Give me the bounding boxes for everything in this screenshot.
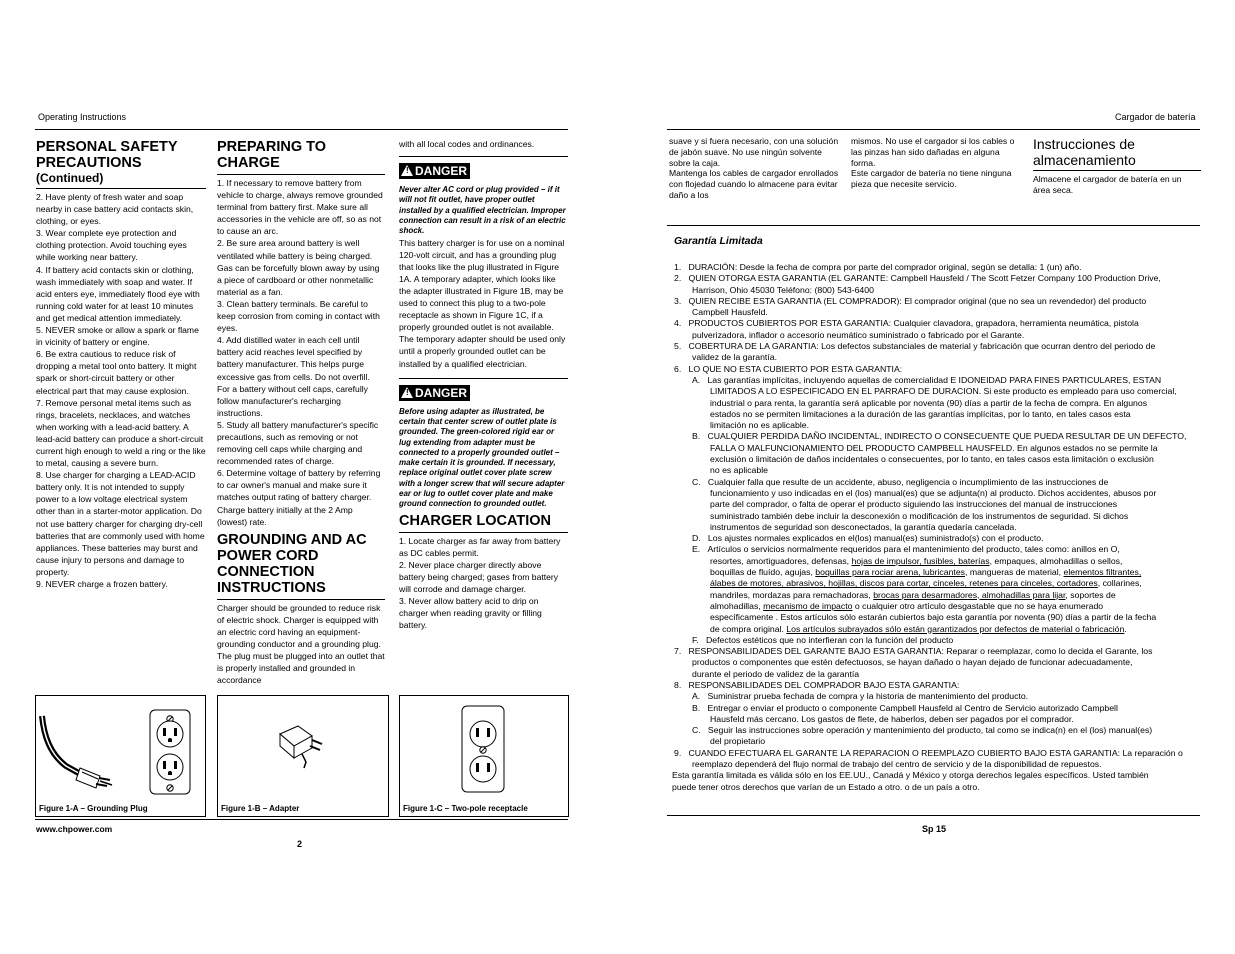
warranty-top-rule — [667, 225, 1200, 226]
header-rule-left — [35, 129, 568, 130]
preparing-item: 2. Be sure area around battery is well ventilated while battery is being charged. Gas can be forcefully blown away by using a piece of cardboard or other nonmetallic material as a fan. — [217, 238, 380, 297]
section-rule — [36, 188, 206, 189]
warning-icon: ! — [401, 387, 413, 398]
section-rule — [399, 378, 568, 379]
warranty-subitem: D. Los ajustes normales explicados en el(los) manual(es) suministrado(s) con el producto. — [692, 533, 1044, 544]
warranty-subitem: B. Entregar o enviar el producto o componente Campbell Hausfeld al Centro de Servicio autorizado Campbell Hausfeld más cercano. Los gastos de flete, de haberlos, deben ser pagados por el comprador. — [692, 702, 1118, 724]
adapter-illustration — [218, 696, 388, 796]
safety-item: 5. NEVER smoke or allow a spark or flame in vicinity of battery or engine. — [36, 325, 199, 348]
warranty-item: 4. PRODUCTOS CUBIERTOS POR ESTA GARANTIA: Cualquier clavadora, grapadora, herramienta neumática, pistola — [674, 318, 1139, 329]
section-subtitle-continued: (Continued) — [36, 171, 104, 185]
warranty-subitem: B. CUALQUIER PERDIDA DAÑO INCIDENTAL, INDIRECTO O CONSECUENTE QUE PUEDA RESULTAR DE UN DEFECTO, FALLA O MALFUNCIONAMIENTO DEL PRODUCTO CAMPBELL HAUSFELD. En algunos estados no se permite la exclusión o limitación de daños incidentales o consecuentes, por lo tanto, en tales casos esta limitación o exclusión no es aplicable — [692, 431, 1187, 476]
figure-caption: Figure 1-B – Adapter — [221, 804, 300, 813]
safety-item: 9. NEVER charge a frozen battery. — [36, 579, 168, 589]
warranty-item: 7. RESPONSABILIDADES DEL GARANTE BAJO ESTA GARANTIA: Reparar o reemplazar, como lo decida el Garante, los productos o componentes que estén defectuosos, se hayan dañado o hayan dejado de funcionar adecuadamente, durante el periodo de validez de la garantía — [674, 646, 1153, 679]
danger-warning-cord: Never alter AC cord or plug provided – if it will not fit outlet, have proper outlet installed by a qualified electrician. Improper connection can result in a risk of an electric shock. — [399, 185, 566, 236]
warranty-item: 9. CUANDO EFECTUARA EL GARANTE LA REPARACION O REEMPLAZO CUBIERTO BAJO ESTA GARANTIA: La reparación o reemplazo dependerá del flujo normal de trabajo del centro de servicio y de la disponibilidad de repuestos. — [674, 747, 1183, 770]
warranty-item: 1. DURACIÓN: Desde la fecha de compra por parte del comprador original, según se detalla: 1 (un) año. — [674, 262, 1082, 272]
warning-icon: ! — [401, 165, 413, 176]
preparing-column — [217, 139, 385, 686]
figure-caption: Figure 1-A – Grounding Plug — [39, 804, 148, 813]
section-title-preparing: PREPARING TO CHARGE — [217, 139, 327, 171]
storage-text: Almacene el cargador de batería en un área seca. — [1033, 174, 1182, 195]
safety-item: 7. Remove personal metal items such as rings, bracelets, necklaces, and watches when working with a lead-acid battery. A lead-acid battery can produce a short-circuit current high enough to weld a ring or the like to metal, causing a severe burn. — [36, 397, 206, 469]
section-rule — [217, 174, 385, 175]
page-number-left: 2 — [297, 839, 303, 849]
footer-rule-right — [667, 815, 1200, 816]
adapter-paragraph: This battery charger is for use on a nominal 120-volt circuit, and has a grounding plug that looks like the plug illustrated in Figure 1A. A temporary adapter, which looks like the adapter illustrated in Figure 1B, may be used to connect this plug to a two-pole receptacle as shown in Figure 1C, if a properly grounded outlet is not available. The temporary adapter should be used only until a properly grounded outlet can be installed by a qualified electrician. — [399, 237, 566, 369]
section-rule — [399, 156, 568, 157]
warranty-subitem: F. Defectos estéticos que no interfieran con la función del producto — [692, 634, 954, 645]
running-header-right: Cargador de batería — [1115, 112, 1196, 122]
safety-column — [36, 139, 206, 590]
location-item: 2. Never place charger directly above battery being charged; gases from battery will corrode and damage charger. — [399, 559, 559, 594]
warranty-subitem: C. Seguir las instrucciones sobre operación y mantenimiento del producto, tal como se indica(n) en el (los) manual(es) del propietario — [692, 725, 1153, 747]
two-pole-receptacle-illustration — [400, 696, 568, 796]
continued-text: with all local codes and ordinances. — [399, 139, 535, 149]
grounding-paragraph: Charger should be grounded to reduce risk of electric shock. Charger is equipped with an electric cord having an equipment-grounding conductor and a grounding plug. The plug must be plugged into an outlet that is properly installed and grounded in accordance — [217, 602, 385, 686]
warranty-item: 2. QUIEN OTORGA ESTA GARANTIA (EL GARANTE: Campbell Hausfeld / The Scott Fetzer Company 100 Production Drive, — [674, 273, 1161, 284]
warranty-title: Garantía Limitada — [674, 235, 763, 247]
warranty-item-cont: validez de la garantía. — [692, 352, 778, 363]
preparing-item: 5. Study all battery manufacturer's specific precautions, such as removing or not removing cell caps while charging and recommended rates of charge. — [217, 419, 379, 467]
warranty-item-cont: Campbell Hausfeld. — [692, 307, 768, 318]
preparing-item: 1. If necessary to remove battery from vehicle to charge, always remove grounded terminal from battery first. Make sure all accessories in the vehicle are off, so as not to cause an arc. — [217, 178, 383, 237]
section-rule — [217, 599, 385, 600]
warranty-item: 3. QUIEN RECIBE ESTA GARANTIA (EL COMPRADOR): El comprador original (que no sea un revendedor) del producto — [674, 295, 1147, 306]
warranty-list — [674, 262, 1204, 793]
warranty-item: 6. LO QUE NO ESTA CUBIERTO POR ESTA GARANTIA: — [674, 363, 903, 374]
warranty-item-cont: pulverizadora, inflador o accesorio neumático suministrado o fabricado por el Garante. — [692, 329, 1025, 340]
danger-label: ! DANGER — [399, 163, 470, 179]
safety-item: 3. Wear complete eye protection and clothing protection. Avoid touching eyes while working near battery. — [36, 228, 187, 263]
preparing-item: 3. Clean battery terminals. Be careful to keep corrosion from coming in contact with eyes. — [217, 298, 380, 334]
danger-warning-adapter: Before using adapter as illustrated, be certain that center screw of outlet plate is grounded. The green-colored rigid ear or lug extending from adapter must be connected to a properly grounded outlet – make certain it is grounded. If necessary, replace original outlet cover plate screw with a longer screw that will secure adapter ear or lug to outlet cover plate and make ground connection to grounded outlet. — [399, 406, 565, 509]
footer-rule-left — [35, 819, 568, 820]
safety-item: 4. If battery acid contacts skin or clothing, wash immediately with soap and water. If acid enters eye, immediately flood eye with running cold water for at least 10 minutes and get medical attention immediately. — [36, 264, 200, 323]
figure-1c — [399, 695, 569, 817]
figure-1b — [217, 695, 389, 817]
safety-item: 8. Use charger for charging a LEAD-ACID battery only. It is not intended to supply power to a low voltage electrical system other than in a starter-motor application. Do not use battery charger for charging dry-cell batteries that are commonly used with home appliances. These batteries may burst and cause injury to persons and damage to property. — [36, 470, 205, 577]
warranty-item-cont: Harrison, Ohio 45030 Teléfono: (800) 543-6400 — [692, 284, 874, 295]
storage-section — [1033, 136, 1201, 195]
warranty-subitem: A. Suministrar prueba fechada de compra y la historia de mantenimiento del producto. — [692, 691, 1029, 702]
running-header-left: Operating Instructions — [38, 112, 127, 122]
page-number-right: Sp 15 — [922, 824, 947, 834]
figure-1a — [35, 695, 206, 817]
danger-label: ! DANGER — [399, 385, 470, 401]
section-rule — [1033, 170, 1201, 171]
preparing-item: 6. Determine voltage of battery by referring to car owner's manual and make sure it matches output rating of battery charger. Charge battery initially at the 2 Amp (lowest) rate. — [217, 468, 381, 527]
warranty-subitem: C. Cualquier falla que resulte de un accidente, abuso, negligencia o incumplimiento de las instrucciones de funcionamiento y uso indicadas en el (los) manual(es) que se adjunta(n) al producto. Dichos accidentes, abusos por parte del comprador, o falta de operar el producto siguiendo las instrucciones del manual de instrucciones suministrado también debe incluir la desconexión o modificación de los instrumentos de seguridad. Si dichos instrumentos de seguridad son desconectados, la garantía quedaría cancelada. — [692, 476, 1157, 532]
section-rule — [399, 532, 568, 533]
grounding-plug-illustration — [36, 696, 205, 796]
figure-caption: Figure 1-C – Two-pole receptacle — [403, 804, 528, 813]
care-text-col2: mismos. No use el cargador si los cables o las pinzas han sido dañadas en alguna forma. Este cargador de batería no tiene ninguna pieza que necesite servicio. — [851, 136, 1015, 190]
warranty-item: 8. RESPONSABILIDADES DEL COMPRADOR BAJO ESTA GARANTIA: — [674, 679, 960, 690]
section-title-location: CHARGER LOCATION — [399, 512, 551, 529]
warranty-subitem: A. Las garantías implícitas, incluyendo aquellas de comercialidad E IDONEIDAD PARA FINES PARTICULARES, ESTAN LIMITADOS A LO ESPECIFICADO EN EL PARRAFO DE DURACION. Si este producto es empleado para uso comercial, industrial o para renta, la garantía será aplicable por noventa (90) días a partir de la fecha de compra. En algunos estados no se permiten limitaciones a la duración de las garantías implícitas, por lo tanto, en tales casos esta limitación no es aplicable. — [692, 374, 1177, 431]
footer-url: www.chpower.com — [36, 824, 113, 834]
safety-item: 6. Be extra cautious to reduce risk of dropping a metal tool onto battery. It might spark or short-circuit battery or other electrical part that may cause explosion. — [36, 349, 197, 396]
warranty-final: Esta garantía limitada es válida sólo en los EE.UU., Canadá y México y otorga derechos legales específicos. Usted también puede tener otros derechos que varían de un Estado a otro. o de un país a otro. — [672, 770, 1149, 792]
section-title-safety: PERSONAL SAFETY PRECAUTIONS — [36, 139, 178, 171]
care-text-col1: suave y si fuera necesario, con una solución de jabón suave. No use ningún solvente sobre la caja. Mantenga los cables de cargador enrollados con flojedad cuando lo almacene para evitar daño a los — [669, 136, 839, 200]
location-item: 3. Never allow battery acid to drip on charger when reading gravity or filling battery. — [399, 596, 542, 631]
warranty-subitem: E. Artículos o servicios normalmente requeridos para el mantenimiento del producto, tales como: anillos en O, resortes, amortiguadores, defensas, hojas de impulsor, fusibles, baterías, empaques, almohadillas o sellos, boquillas de fluído, agujas, boquillas para rociar arena, lubricantes, mangueras de material, elementos filtrantes, álabes de motores, abrasivos, hojillas, discos para cortar, cinceles, retenes para cinceles, cortadores, collarines, mandriles, mordazas para remachadoras, brocas para desarmadores, almohadillas para lijar, soportes de almohadillas, mecanismo de impacto o cualquier otro artículo desgastable que no se haya enumerado específicamente . Estos artículos sólo estarán cubiertos bajo esta garantía por noventa (90) días a partir de la fecha de compra original. Los artículos subrayados sólo están garantizados por defectos de material o fabricación. — [692, 544, 1157, 634]
storage-title: Instrucciones de almacenamiento — [1033, 136, 1136, 168]
header-rule-right — [667, 129, 1200, 130]
safety-item: 2. Have plenty of fresh water and soap nearby in case battery acid contacts skin, clothing, or eyes. — [36, 192, 194, 227]
location-column — [399, 138, 568, 631]
preparing-item: 4. Add distilled water in each cell until battery acid reaches level specified by battery manufacturer. This helps purge excessive gas from cells. Do not overfill. For a battery without cell caps, carefully follow manufacturer's recharging instructions. — [217, 335, 370, 418]
location-item: 1. Locate charger as far away from battery as DC cables permit. — [399, 535, 561, 558]
section-title-grounding: GROUNDING AND AC POWER CORD CONNECTION INSTRUCTIONS — [217, 531, 367, 596]
warranty-item: 5. COBERTURA DE LA GARANTIA: Los defectos substanciales de material y fabricación que ocurran dentro del periodo de — [674, 341, 1156, 352]
